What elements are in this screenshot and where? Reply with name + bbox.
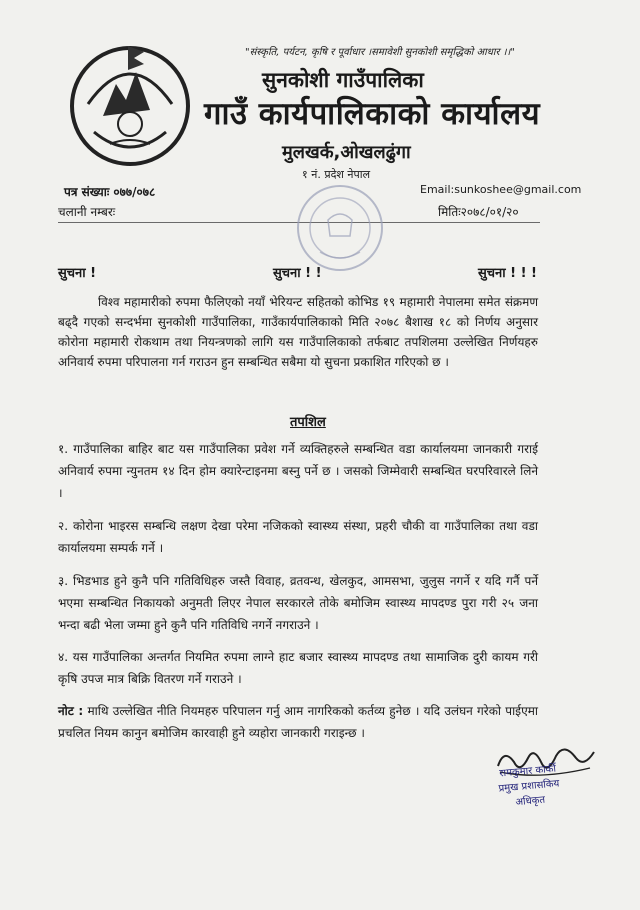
list-item: ४. यस गाउँपालिका अन्तर्गत नियमित रुपमा लाग्ने हाट बजार स्वास्थ्य मापदण्ड तथा सामाजिक दुरी कायम गरी कृषि उपज मात्र बिक्रि वितरण गर्ने गराउने । <box>58 650 538 686</box>
signer-name: रामकुमार कार्की <box>498 763 557 780</box>
nepal-emblem-logo <box>58 24 208 174</box>
note-text: माथि उल्लेखित नीति नियमहरु परिपालन गर्नु आम नागरिकको कर्तव्य हुनेछ । यदि उलंघन गरेको पाईएमा प्रचलित नियम कानुन बमोजिम कारवाही हुने व्यहोरा जानकारी गराइन्छ । <box>58 704 538 740</box>
notice-heading-center: सुचना ! ! <box>273 266 322 281</box>
letter-date: मितिः२०७८/०१/२० <box>438 205 519 219</box>
office-title: गाउँ कार्यपालिकाको कार्यालय <box>204 96 541 132</box>
note-paragraph <box>58 700 538 744</box>
notice-heading-left: सुचना ! <box>58 266 97 281</box>
list-item: ३. भिडभाड हुने कुनै पनि गतिविधिहरु जस्तै विवाह, व्रतवन्ध, खेलकुद, आमसभा, जुलुस नगर्ने र यदि गर्नै पर्ने भएमा सम्बन्धित निकायको अनुमती लिएर नेपाल सरकारले तोके बमोजिम स्वास्थ्य मापदण्ड पुरा गरी २५ जना भन्दा बढी भेला जम्मा हुने कुनै पनि गतिविधि नगर्ने नगराउने । <box>58 574 538 632</box>
dispatch-number: चलानी नम्बरः <box>58 205 116 219</box>
province: १ नं. प्रदेश नेपाल <box>302 168 371 181</box>
notice-heading-right: सुचना ! ! ! <box>478 266 537 281</box>
signer-designation: प्रमुख प्रशासकिय अधिकृत <box>498 778 560 809</box>
reference-number: पत्र संख्याः ०७७/०७८ <box>64 185 156 199</box>
slogan: "संस्कृति, पर्यटन, कृषि र पूर्वाधार ।समावेशी सुनकोशी समृद्धिको आधार ।।" <box>245 47 515 58</box>
signer-stamp <box>481 760 577 813</box>
email-address: Email:sunkoshee@gmail.com <box>420 183 582 196</box>
office-name: सुनकोशी गाउँपालिका <box>262 68 424 92</box>
note-label: नोट : <box>58 704 84 718</box>
list-item: २. कोरोना भाइरस सम्बन्धि लक्षण देखा परेमा नजिकको स्वास्थ्य संस्था, प्रहरी चौकी वा गाउँपालिका तथा वडा कार्यालयमा सम्पर्क गर्ने । <box>58 519 538 555</box>
section-title: तपशिल <box>290 415 326 430</box>
office-address: मुलखर्क,ओखलढुंगा <box>282 142 411 163</box>
intro-paragraph: विश्व महामारीको रुपमा फैलिएको नयाँ भेरियन्ट सहितको कोभिड १९ महामारी नेपालमा समेत संक्रमण बढ्दै गएको सन्दर्भमा सुनकोशी गाउँपालिका, गाउँकार्यपालिकाको मिति २०७८ बैशाख १८ को निर्णय अनुसार कोरोना महामारी रोकथाम तथा नियन्त्रणको लागि यस गाउँपालिकाको तर्फबाट तपशिलमा उल्लेखित निर्णयहरु अनिवार्य रुपमा परिपालना गर्न गराउन हुन सम्बन्धित सबैमा यो सुचना प्रकाशित गरिएको छ । <box>58 295 538 369</box>
list-item: १. गाउँपालिका बाहिर बाट यस गाउँपालिका प्रवेश गर्ने व्यक्तिहरुले सम्बन्धित वडा कार्यालयमा जानकारी गराई अनिवार्य रुपमा न्युनतम १४ दिन होम क्यारेन्टाइनमा बस्नु पर्ने छ । जसको जिम्मेवारी सम्बन्धित घरपरिवारले लिने । <box>58 442 538 500</box>
